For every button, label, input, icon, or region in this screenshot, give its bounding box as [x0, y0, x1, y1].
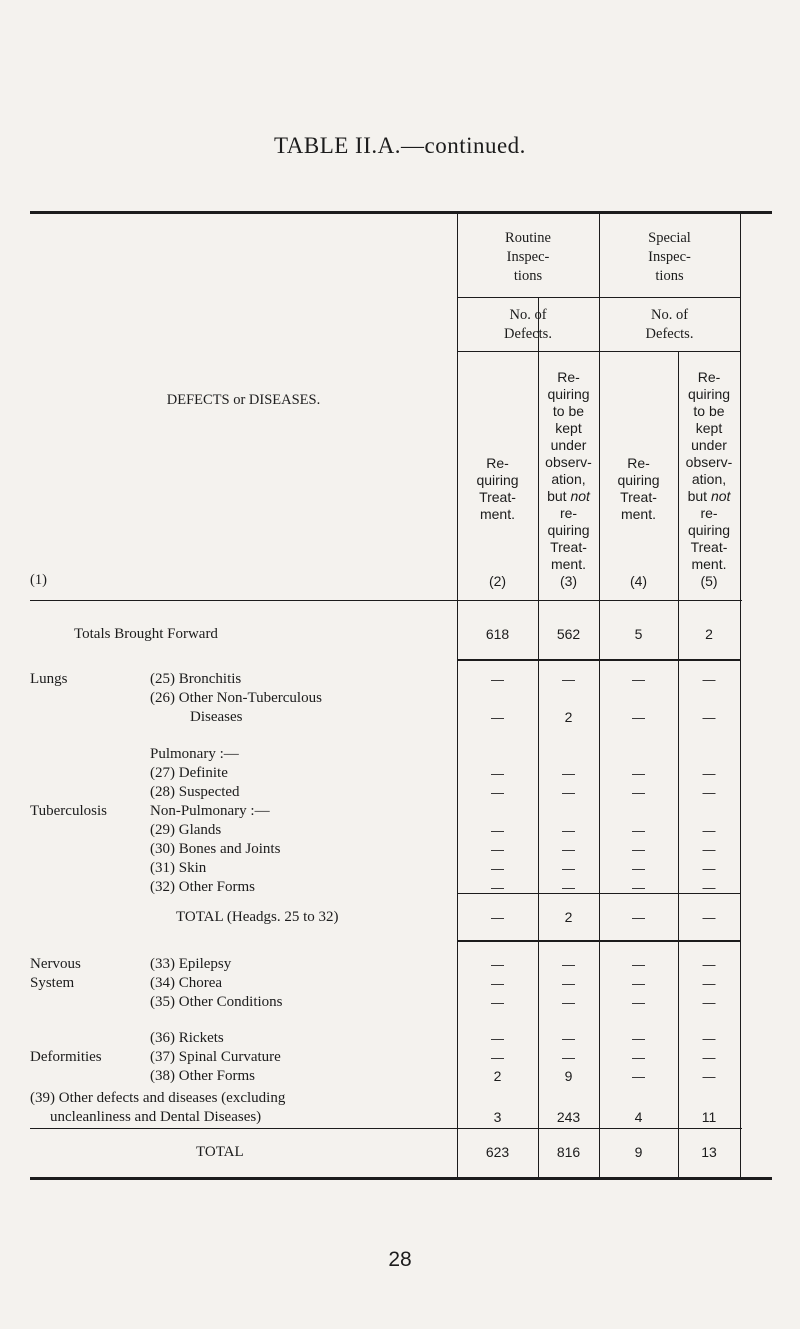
row-value: 562 [556, 626, 581, 642]
row-value: 618 [485, 626, 510, 642]
group-label: Nervous [30, 956, 81, 972]
row-value: — [562, 1050, 575, 1065]
special-no-defects-header: No. of Defects. [645, 307, 694, 342]
row-value: — [491, 995, 504, 1010]
row-value: 9 [564, 1068, 573, 1084]
row-label: (27) Definite [150, 765, 228, 781]
row-value: — [562, 995, 575, 1010]
row-label: (29) Glands [150, 822, 222, 838]
row-value: — [562, 861, 575, 876]
row-value: — [632, 957, 645, 972]
row-value: — [562, 785, 575, 800]
row-value: — [632, 995, 645, 1010]
row-value: — [632, 1031, 645, 1046]
row-label: (38) Other Forms [150, 1068, 255, 1084]
row-value: — [491, 766, 504, 781]
group-label: Deformities [30, 1049, 102, 1065]
row-value: — [491, 910, 504, 925]
row-label: Totals Brought Forward [74, 626, 218, 642]
row-value: — [702, 861, 716, 876]
header-divider-rule [30, 600, 742, 601]
row-value: — [702, 785, 716, 800]
row-label: (33) Epilepsy [150, 956, 232, 972]
row-label: uncleanliness and Dental Diseases) [50, 1109, 262, 1125]
routine-no-defects-header: No. of Defects. [504, 307, 552, 342]
row-value: — [491, 1031, 504, 1046]
row-value: 243 [556, 1109, 581, 1125]
row-value: — [702, 910, 716, 925]
page-number: 28 [388, 1248, 412, 1271]
row-value: — [632, 710, 645, 725]
row-label: (35) Other Conditions [150, 994, 283, 1010]
row-value: — [702, 880, 716, 895]
row-value: — [562, 976, 575, 991]
row-label: TOTAL [196, 1144, 244, 1160]
col2-number: (2) [488, 573, 507, 589]
row-value: — [562, 842, 575, 857]
row-value: — [702, 842, 716, 857]
routine-inspections-header: Routine Inspec- tions [505, 230, 551, 284]
row-value: 3 [493, 1109, 502, 1125]
row-value: 623 [485, 1144, 510, 1160]
row-value: 11 [701, 1109, 717, 1125]
group-label: System [30, 975, 75, 991]
row-value: — [491, 957, 504, 972]
row-value: — [562, 1031, 575, 1046]
row-value: — [632, 766, 645, 781]
special-requiring-treatment-header: Re- quiring Treat- ment. [617, 455, 660, 522]
row-label: Diseases [190, 709, 243, 725]
row-value: — [702, 823, 716, 838]
special-inspections-header: Special Inspec- tions [648, 230, 691, 284]
col5-number: (5) [700, 573, 718, 589]
col4-number: (4) [629, 573, 648, 589]
table-title: TABLE II.A.—continued. [274, 133, 526, 158]
row-value: 2 [564, 909, 573, 925]
row-value: — [632, 976, 645, 991]
row-value: — [702, 1050, 716, 1065]
row-value: — [702, 766, 716, 781]
row-label: (39) Other defects and diseases (excluding [30, 1090, 286, 1106]
row-value: — [491, 976, 504, 991]
row-label: (36) Rickets [150, 1030, 224, 1046]
routine-observation-header: Re- quiring to be kept under observ- ation, but not re- quiring Treat- ment. [545, 369, 592, 572]
table-bottom-rule [30, 1177, 772, 1180]
routine-requiring-treatment-header: Re- quiring Treat- ment. [476, 455, 519, 522]
row-value: — [562, 823, 575, 838]
row-value: 816 [556, 1144, 581, 1160]
row-value: — [702, 976, 716, 991]
row-value: — [491, 880, 504, 895]
group-label: Tuberculosis [30, 803, 107, 819]
row-value: — [702, 1069, 716, 1084]
row-value: — [632, 910, 645, 925]
row-value: — [702, 995, 716, 1010]
col3-number: (3) [559, 573, 578, 589]
row-value: — [702, 957, 716, 972]
row-value: 4 [634, 1109, 643, 1125]
col1-number: (1) [30, 572, 47, 588]
row-label: Pulmonary :— [150, 746, 239, 762]
row-label: (31) Skin [150, 860, 207, 876]
row-value: — [702, 1031, 716, 1046]
defects-header: DEFECTS or DISEASES. [166, 392, 321, 408]
row-label: TOTAL (Headgs. 25 to 32) [176, 909, 339, 925]
row-value: 5 [634, 626, 643, 642]
row-value: 2 [705, 626, 713, 642]
row-value: — [491, 861, 504, 876]
row-value: — [491, 710, 504, 725]
row-value: — [632, 861, 645, 876]
row-label: (26) Other Non-Tuberculous [150, 690, 322, 706]
grand-total-rule [30, 1128, 742, 1129]
row-value: — [562, 672, 575, 687]
row-value: — [491, 842, 504, 857]
row-value: — [632, 842, 645, 857]
row-value: — [491, 785, 504, 800]
row-value: — [491, 823, 504, 838]
row-value: 2 [564, 709, 573, 725]
row-value: — [632, 823, 645, 838]
row-label: (37) Spinal Curvature [150, 1049, 281, 1065]
row-value: — [702, 710, 716, 725]
row-value: — [632, 1050, 645, 1065]
row-label: (25) Bronchitis [150, 671, 242, 687]
row-value: — [632, 672, 645, 687]
special-observation-header: Re- quiring to be kept under observ- ation, but not re- quiring Treat- ment. [685, 369, 733, 572]
group-label: Lungs [30, 671, 68, 687]
row-value: — [562, 880, 575, 895]
row-value: — [632, 880, 645, 895]
row-value: — [491, 672, 504, 687]
row-label: (28) Suspected [150, 784, 240, 800]
row-value: 9 [634, 1144, 643, 1160]
row-value: — [562, 957, 575, 972]
row-value: 2 [493, 1068, 502, 1084]
row-value: — [632, 1069, 645, 1084]
row-label: (30) Bones and Joints [150, 841, 281, 857]
row-value: 13 [701, 1144, 717, 1160]
row-value: — [491, 1050, 504, 1065]
row-label: (32) Other Forms [150, 879, 255, 895]
row-label: (34) Chorea [150, 975, 223, 991]
table-top-rule [30, 211, 772, 214]
row-value: — [562, 766, 575, 781]
col-line-5 [740, 214, 741, 1177]
row-value: — [632, 785, 645, 800]
row-value: — [702, 672, 716, 687]
row-label: Non-Pulmonary :— [150, 803, 270, 819]
